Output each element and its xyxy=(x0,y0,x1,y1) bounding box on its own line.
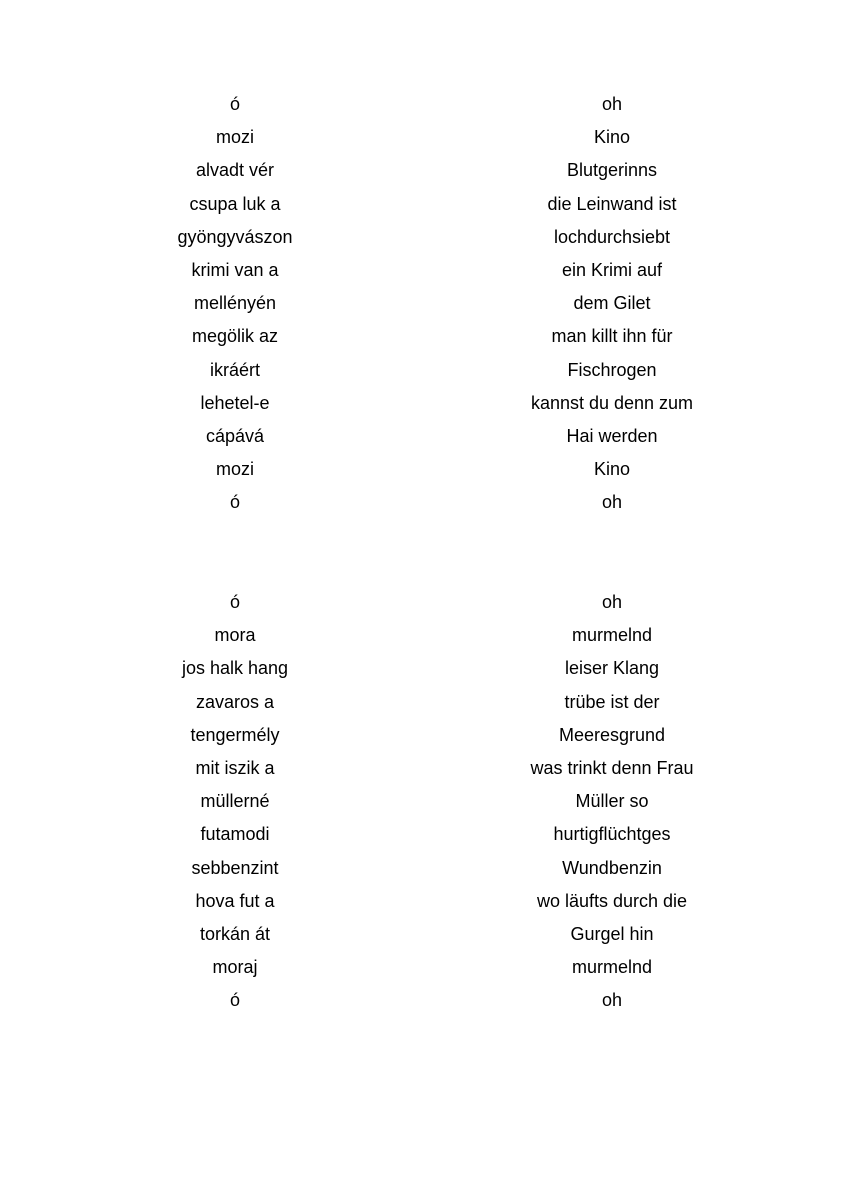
german-line: Kino xyxy=(593,127,631,148)
hungarian-line: mora xyxy=(214,625,256,646)
german-line: murmelnd xyxy=(571,957,653,978)
hungarian-line: ó xyxy=(229,592,241,612)
german-line: hurtigflüchtges xyxy=(553,824,671,845)
poem-line xyxy=(0,757,848,790)
poem-line xyxy=(0,226,848,259)
poem-line xyxy=(0,292,848,325)
poem-line xyxy=(0,890,848,923)
poem-line xyxy=(0,691,848,724)
hungarian-line: zavaros a xyxy=(195,691,275,712)
german-line: Gurgel hin xyxy=(570,923,654,944)
poem-line xyxy=(0,657,848,690)
hungarian-line: mozi xyxy=(215,127,255,148)
german-line: kannst du denn zum xyxy=(530,392,694,413)
poem-line xyxy=(0,956,848,989)
poem-line xyxy=(0,724,848,757)
hungarian-line: futamodi xyxy=(200,824,270,845)
poem-line xyxy=(0,989,848,1022)
poem-line xyxy=(0,790,848,823)
hungarian-line: hova fut a xyxy=(195,890,275,911)
poem-line xyxy=(0,193,848,226)
hungarian-line: mit iszik a xyxy=(195,757,275,778)
german-line: Fischrogen xyxy=(567,359,657,380)
german-line: Meeresgrund xyxy=(558,724,666,745)
german-line: dem Gilet xyxy=(573,293,651,314)
poem-line xyxy=(0,126,848,159)
german-line: oh xyxy=(601,990,623,1011)
german-line: die Leinwand ist xyxy=(547,193,677,214)
hungarian-line: cápává xyxy=(205,425,265,446)
hungarian-line: csupa luk a xyxy=(189,193,281,214)
hungarian-line: ikráért xyxy=(209,359,261,380)
poem-2 xyxy=(0,591,848,1022)
german-line: Blutgerinns xyxy=(566,160,658,181)
german-line: was trinkt denn Frau xyxy=(530,757,694,778)
poem-line xyxy=(0,392,848,425)
poem-line xyxy=(0,93,848,126)
hungarian-line: mellényén xyxy=(193,293,277,314)
hungarian-line: moraj xyxy=(212,957,258,978)
poem-line xyxy=(0,259,848,292)
german-line: trübe ist der xyxy=(564,691,660,712)
poem-line xyxy=(0,425,848,458)
hungarian-line: ó xyxy=(229,492,241,513)
hungarian-line: lehetel-e xyxy=(200,392,270,413)
hungarian-line: jos halk hang xyxy=(181,658,289,679)
hungarian-line: torkán át xyxy=(199,923,271,944)
hungarian-line: müllerné xyxy=(200,791,270,812)
hungarian-line: tengermély xyxy=(190,724,280,745)
german-line: lochdurchsiebt xyxy=(553,226,671,247)
poem-line xyxy=(0,923,848,956)
poem-line xyxy=(0,458,848,491)
german-line: oh xyxy=(601,592,623,612)
german-line: ein Krimi auf xyxy=(561,259,663,280)
poem-line xyxy=(0,325,848,358)
german-line: murmelnd xyxy=(571,625,653,646)
german-line: Kino xyxy=(593,459,631,480)
german-line: Wundbenzin xyxy=(562,857,662,878)
hungarian-line: mozi xyxy=(215,459,255,480)
hungarian-line: sebbenzint xyxy=(191,857,279,878)
german-line: Hai werden xyxy=(566,425,658,446)
poem-line xyxy=(0,159,848,192)
german-line: wo läufts durch die xyxy=(536,890,688,911)
german-line: oh xyxy=(601,492,623,513)
hungarian-line: ó xyxy=(229,94,241,114)
hungarian-line: gyöngyvászon xyxy=(177,226,293,247)
hungarian-line: ó xyxy=(229,990,241,1011)
poem-line xyxy=(0,823,848,856)
hungarian-line: alvadt vér xyxy=(195,160,275,181)
poem-line xyxy=(0,591,848,624)
poem-line xyxy=(0,624,848,657)
german-line: leiser Klang xyxy=(564,658,660,679)
german-line: Müller so xyxy=(575,791,649,812)
hungarian-line: krimi van a xyxy=(191,259,279,280)
poem-line xyxy=(0,491,848,524)
hungarian-line: megölik az xyxy=(191,326,279,347)
poem-1 xyxy=(0,93,848,524)
poem-line xyxy=(0,857,848,890)
poem-line xyxy=(0,359,848,392)
german-line: man killt ihn für xyxy=(551,326,673,347)
german-line: oh xyxy=(601,94,623,114)
